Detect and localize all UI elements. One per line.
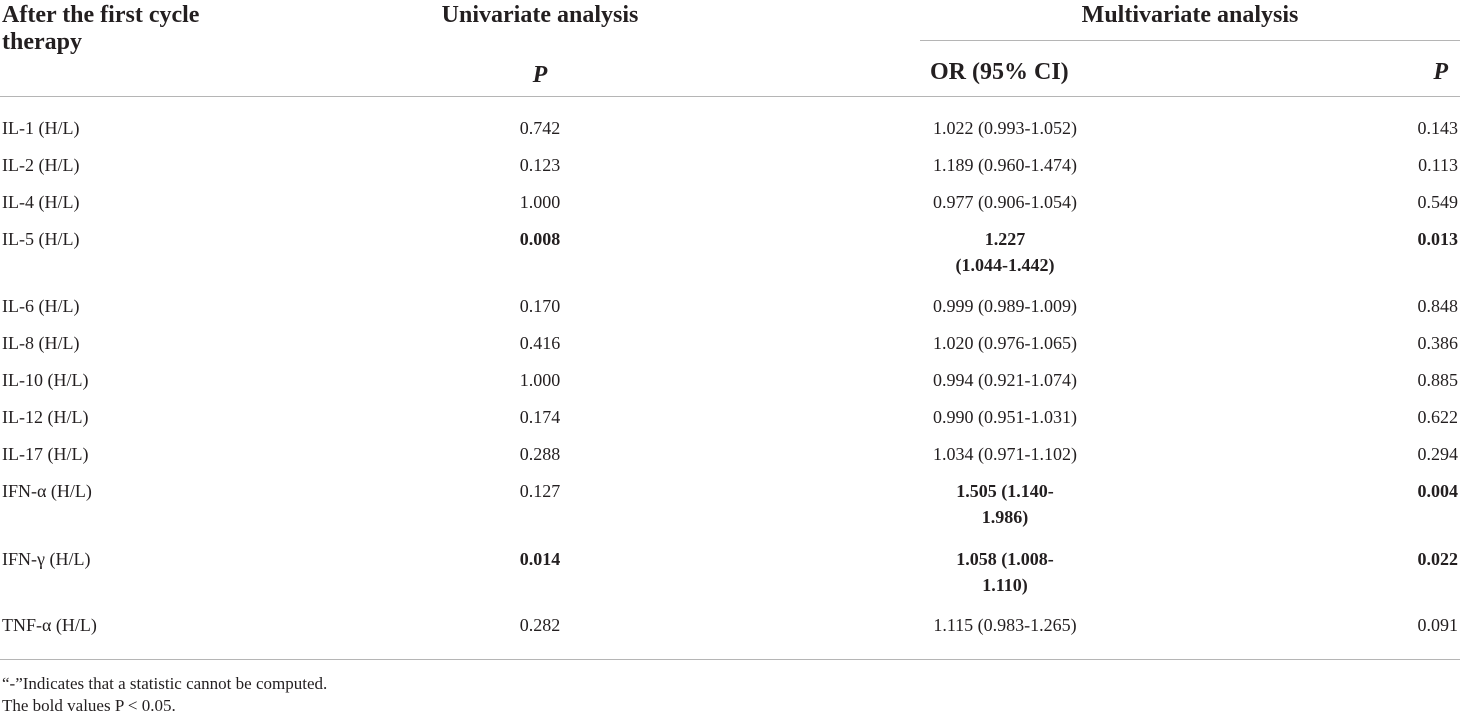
multivariate-p-cell: 0.113 xyxy=(1418,155,1458,175)
variable-cell: IFN-γ (H/L) xyxy=(2,549,91,569)
multivariate-p-cell: 0.848 xyxy=(1417,296,1458,316)
multivariate-p-cell: 0.143 xyxy=(1417,118,1458,138)
table-row xyxy=(0,612,1460,672)
or-ci-cell: 0.990 (0.951-1.031) xyxy=(933,407,1077,427)
multivariate-p-cell: 0.004 xyxy=(1417,481,1458,501)
or-ci-cell: 1.115 (0.983-1.265) xyxy=(933,615,1077,635)
variable-cell: IL-2 (H/L) xyxy=(2,155,80,175)
footnote: The bold values P < 0.05. xyxy=(2,696,176,715)
variable-cell: TNF-α (H/L) xyxy=(2,615,97,635)
multivariate-p-cell: 0.091 xyxy=(1417,615,1458,635)
variable-cell: IL-8 (H/L) xyxy=(2,333,80,353)
variable-cell: IL-1 (H/L) xyxy=(2,118,80,138)
or-ci-cell: 1.227 (1.044-1.442) xyxy=(955,229,1055,275)
univariate-p-cell: 0.014 xyxy=(519,549,561,569)
or-ci-cell: 1.058 (1.008- 1.110) xyxy=(956,549,1054,595)
univariate-p-cell: 1.000 xyxy=(519,192,561,212)
or-ci-cell: 1.020 (0.976-1.065) xyxy=(933,333,1077,353)
table-row xyxy=(0,546,1460,606)
variable-cell: IL-4 (H/L) xyxy=(2,192,80,212)
footnote: “-”Indicates that a statistic cannot be computed. xyxy=(2,674,328,693)
or-ci-cell: 0.999 (0.989-1.009) xyxy=(933,296,1077,316)
variable-cell: IFN-α (H/L) xyxy=(2,481,92,501)
table-row xyxy=(0,478,1460,538)
header-univariate: Univariate analysis xyxy=(441,2,639,28)
univariate-p-cell: 0.123 xyxy=(519,155,561,175)
or-ci-cell: 0.977 (0.906-1.054) xyxy=(933,192,1077,212)
header-univariate-p: P xyxy=(532,62,548,88)
header-or-ci: OR (95% CI) xyxy=(930,59,1069,85)
multivariate-p-cell: 0.294 xyxy=(1417,444,1458,464)
header-multivariate-p: P xyxy=(1433,59,1448,85)
multivariate-p-cell: 0.386 xyxy=(1417,333,1458,353)
univariate-p-cell: 0.288 xyxy=(519,444,561,464)
table-bottom-rule xyxy=(0,659,1460,660)
univariate-p-cell: 0.170 xyxy=(519,296,561,316)
variable-cell: IL-5 (H/L) xyxy=(2,229,80,249)
header-multivariate: Multivariate analysis xyxy=(1081,2,1299,28)
variable-cell: IL-10 (H/L) xyxy=(2,370,89,390)
or-ci-cell: 1.505 (1.140- 1.986) xyxy=(956,481,1054,527)
or-ci-cell: 1.022 (0.993-1.052) xyxy=(933,118,1077,138)
multivariate-p-cell: 0.549 xyxy=(1417,192,1458,212)
table-row xyxy=(0,226,1460,286)
multivariate-p-cell: 0.885 xyxy=(1417,370,1458,390)
variable-cell: IL-17 (H/L) xyxy=(2,444,89,464)
univariate-p-cell: 0.008 xyxy=(519,229,561,249)
header-variable: After the first cycle therapy xyxy=(2,2,200,55)
univariate-p-cell: 0.742 xyxy=(519,118,561,138)
variable-cell: IL-6 (H/L) xyxy=(2,296,80,316)
univariate-p-cell: 0.416 xyxy=(519,333,561,353)
univariate-p-cell: 0.174 xyxy=(519,407,561,427)
univariate-p-cell: 0.282 xyxy=(519,615,561,635)
multivariate-p-cell: 0.013 xyxy=(1417,229,1458,249)
univariate-p-cell: 0.127 xyxy=(519,481,561,501)
multivariate-p-cell: 0.622 xyxy=(1417,407,1458,427)
variable-cell: IL-12 (H/L) xyxy=(2,407,89,427)
or-ci-cell: 1.189 (0.960-1.474) xyxy=(933,155,1077,175)
or-ci-cell: 1.034 (0.971-1.102) xyxy=(933,444,1077,464)
or-ci-cell: 0.994 (0.921-1.074) xyxy=(933,370,1077,390)
multivariate-p-cell: 0.022 xyxy=(1417,549,1458,569)
univariate-p-cell: 1.000 xyxy=(519,370,561,390)
